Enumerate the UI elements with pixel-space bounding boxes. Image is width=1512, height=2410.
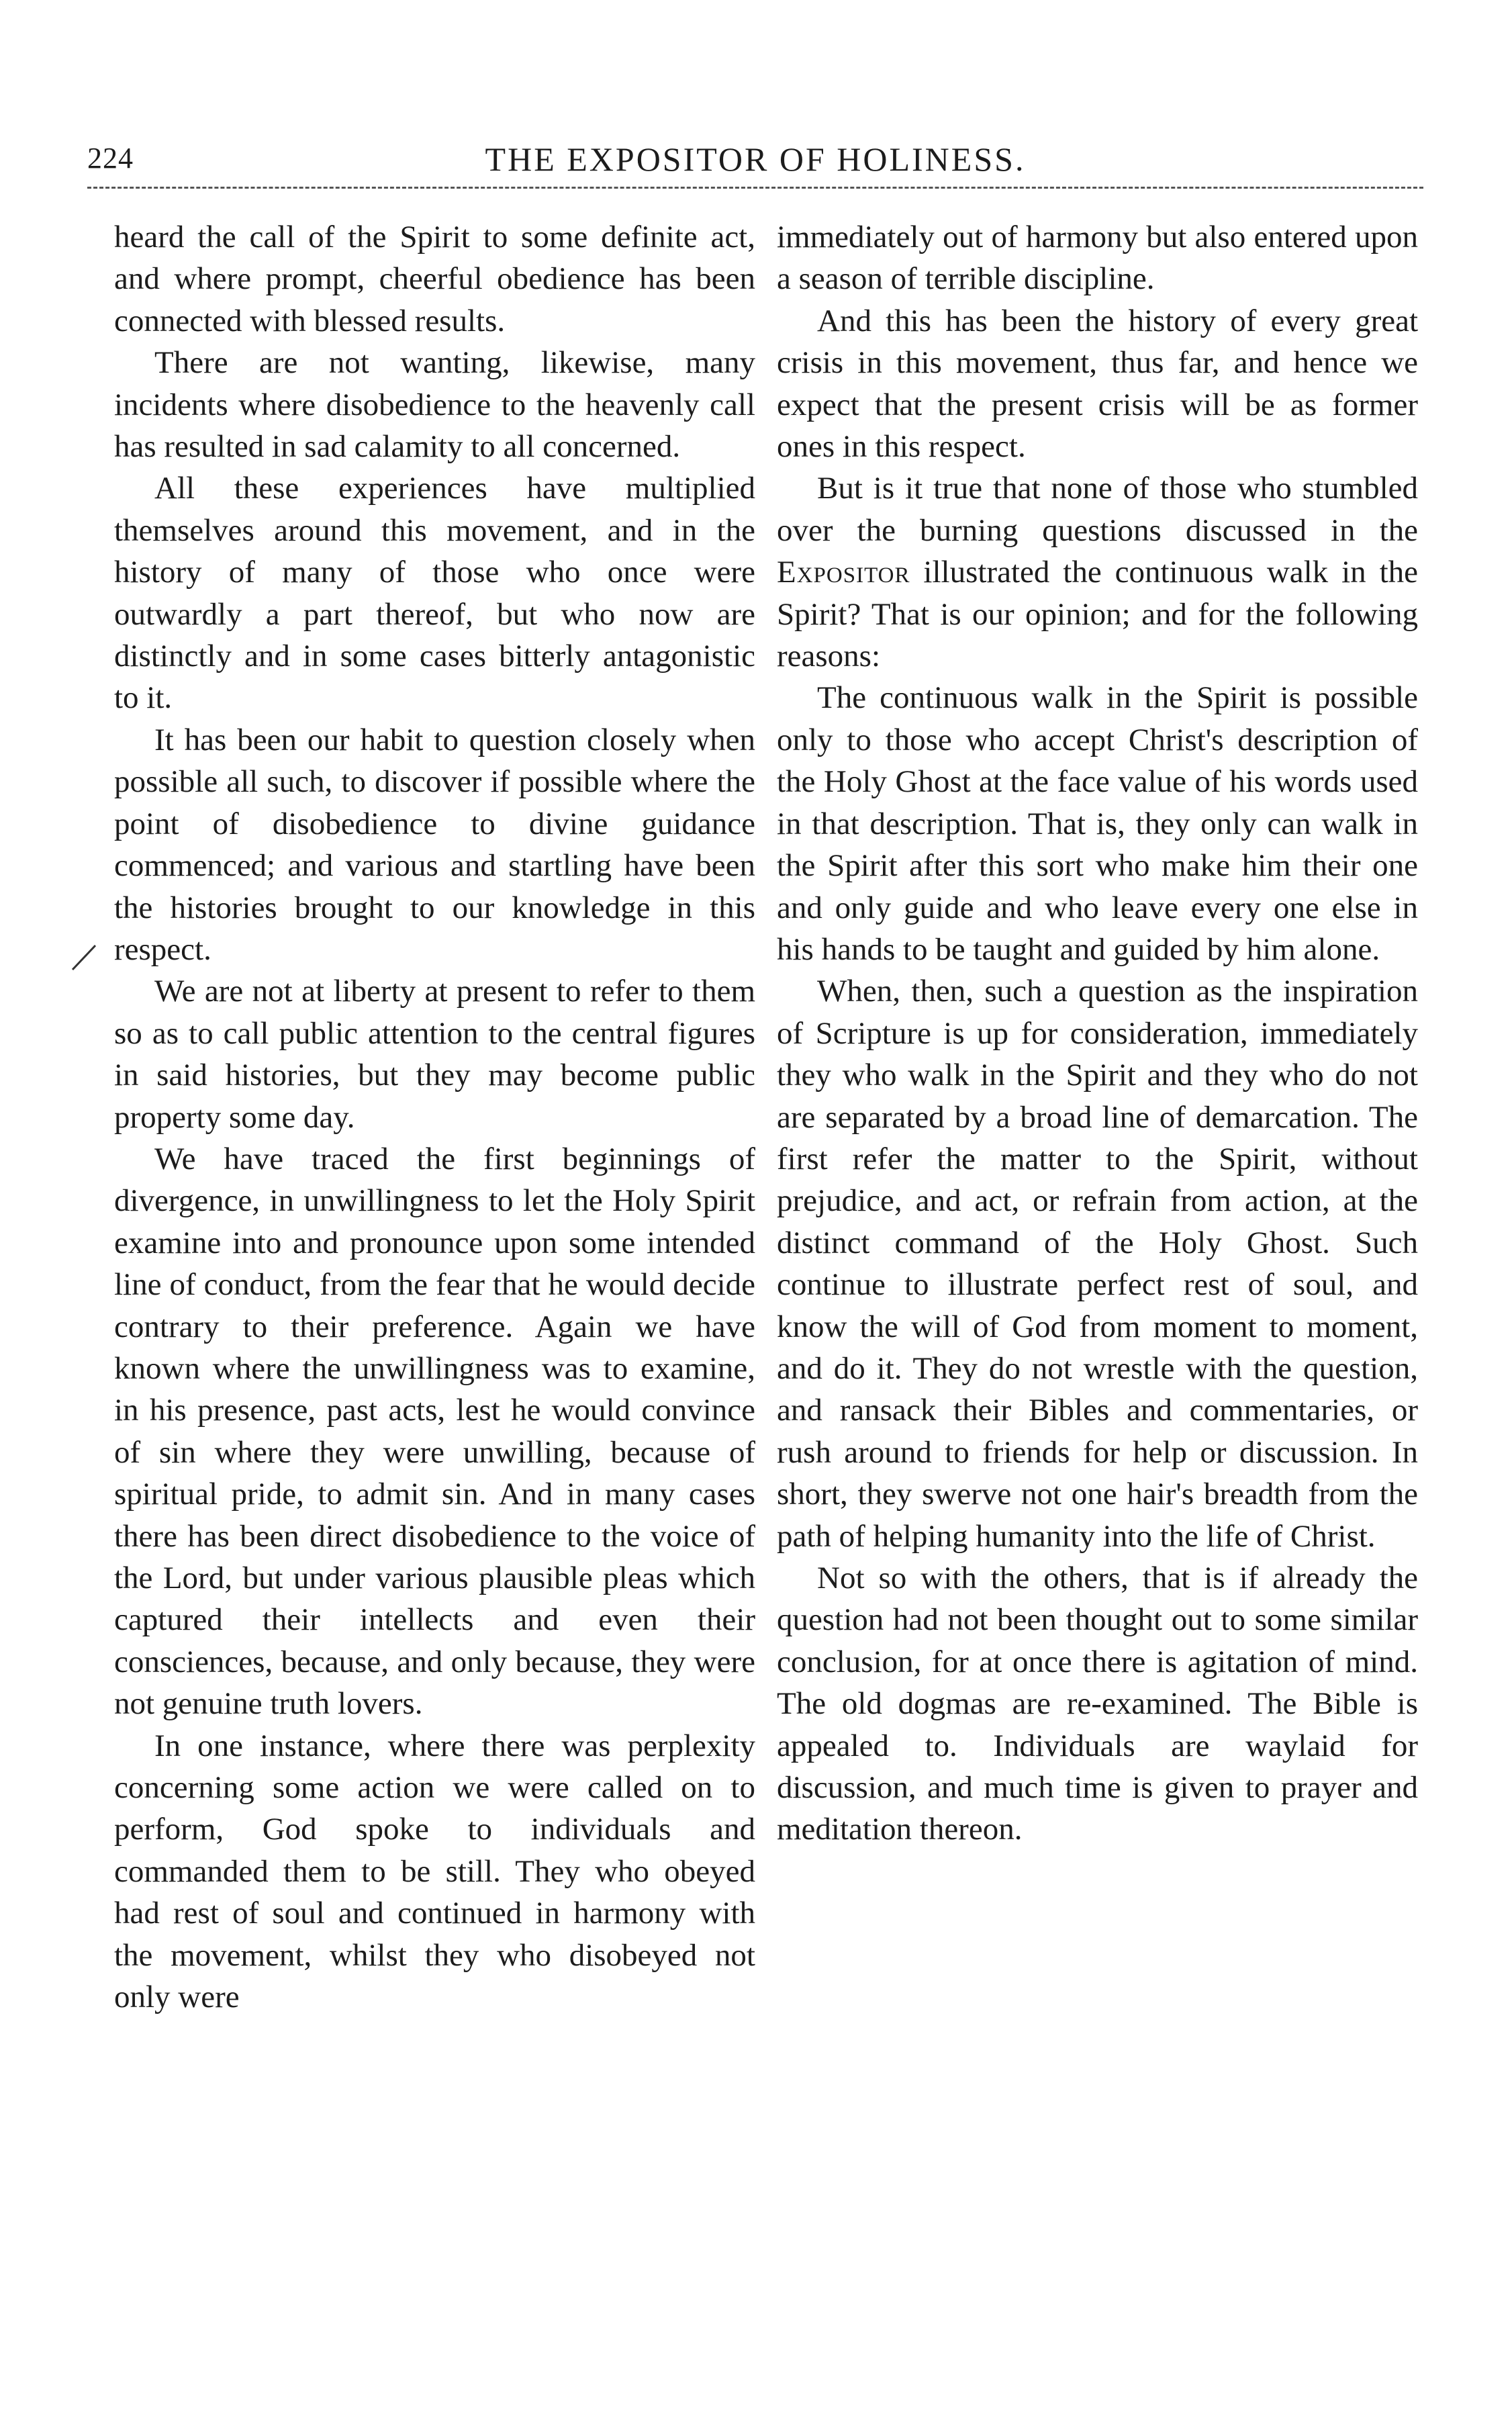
left-paragraph-7: In one instance, where there was perplexity concerning some action we were called on to perform, God spoke to individuals and commanded them to be still. They who obeyed had rest of soul and continued in harmony with the movement, whilst they who disobeyed not only were	[114, 1728, 755, 2015]
running-title: THE EXPOSITOR OF HOLINESS.	[485, 140, 1026, 178]
left-paragraph-2: There are not wanting, likewise, many incidents where disobedience to the heavenly call has resulted in sad calamity to all concerned.	[114, 345, 755, 465]
right-paragraph-5: When, then, such a question as the inspiration of Scripture is up for consideration, immediately they who walk in the Spirit and they who do not are separated by a broad line of demarcation. The first refer the matter to the Spirit, without prejudice, and act, or refrain from action, at the distinct command of the Holy Ghost. Such continue to illustrate perfect rest of soul, and know the will of God from moment to moment, and do it. They do not wrestle with the question, and ransack their Bibles and commentaries, or rush around to friends for help or discussion. In short, they swerve not one hair's breadth from the path of helping humanity into the life of Christ.	[777, 974, 1418, 1554]
right-paragraph-6: Not so with the others, that is if already the question had not been thought out to some similar conclusion, for at once there is agitation of mind. The old dogmas are re-examined. The Bible is appealed to. Individuals are waylaid for discussion, and much time is given to prayer and meditation thereon.	[777, 1561, 1418, 1847]
right-paragraph-3	[777, 467, 1418, 677]
header-rule	[87, 187, 1423, 189]
left-paragraph-5: We are not at liberty at present to refer to them so as to call public attention to the central figures in said histories, but they may become public property some day.	[114, 974, 755, 1135]
left-paragraph-6: We have traced the first beginnings of divergence, in unwillingness to let the Holy Spirit examine into and pronounce upon some intended line of conduct, from the fear that he would decide contrary to their preference. Again we have known where the unwillingness was to examine, in his presence, past acts, lest he would convince of sin where they were unwilling, because of spiritual pride, to admit sin. And in many cases there has been direct disobedience to the voice of the Lord, but under various plausible pleas which captured their intellects and even their consciences, because, and only because, they were not genuine truth lovers.	[114, 1141, 755, 1722]
page-number: 224	[87, 142, 134, 175]
page-header	[87, 134, 1423, 188]
right-paragraph-4: The continuous walk in the Spirit is possible only to those who accept Christ's description of the Holy Ghost at the face value of his words used in that description. That is, they only can walk in the Spirit after this sort who make him their one and only guide and who leave every one else in his hands to be taught and guided by him alone.	[777, 680, 1418, 967]
right-paragraph-3-end: illustrated the continuous walk in the Spirit? That is our opinion; and for the following reasons:	[777, 555, 1418, 674]
left-paragraph-1: heard the call of the Spirit to some definite act, and where prompt, cheerful obedience has been connected with blessed results.	[114, 220, 755, 338]
left-paragraph-4: It has been our habit to question closely when possible all such, to discover if possible where the point of disobedience to divine guidance commenced; and various and startling have been the histories brought to our knowledge in this respect.	[114, 722, 755, 967]
right-paragraph-3-start: But is it true that none of those who stumbled over the burning questions discussed in the	[777, 471, 1418, 548]
pencil-margin-mark	[67, 941, 101, 975]
left-column	[114, 216, 755, 2018]
left-paragraph-3: All these experiences have multiplied themselves around this movement, and in the history of many of those who once were outwardly a part thereof, but who now are distinctly and in some cases bitterly antagonistic to it.	[114, 471, 755, 716]
right-paragraph-2: And this has been the history of every great crisis in this movement, thus far, and hence we expect that the present crisis will be as former ones in this respect.	[777, 303, 1418, 465]
right-column	[777, 216, 1418, 1851]
expositor-title: Expositor	[777, 555, 910, 590]
right-paragraph-1: immediately out of harmony but also entered upon a season of terrible discipline.	[777, 220, 1418, 297]
